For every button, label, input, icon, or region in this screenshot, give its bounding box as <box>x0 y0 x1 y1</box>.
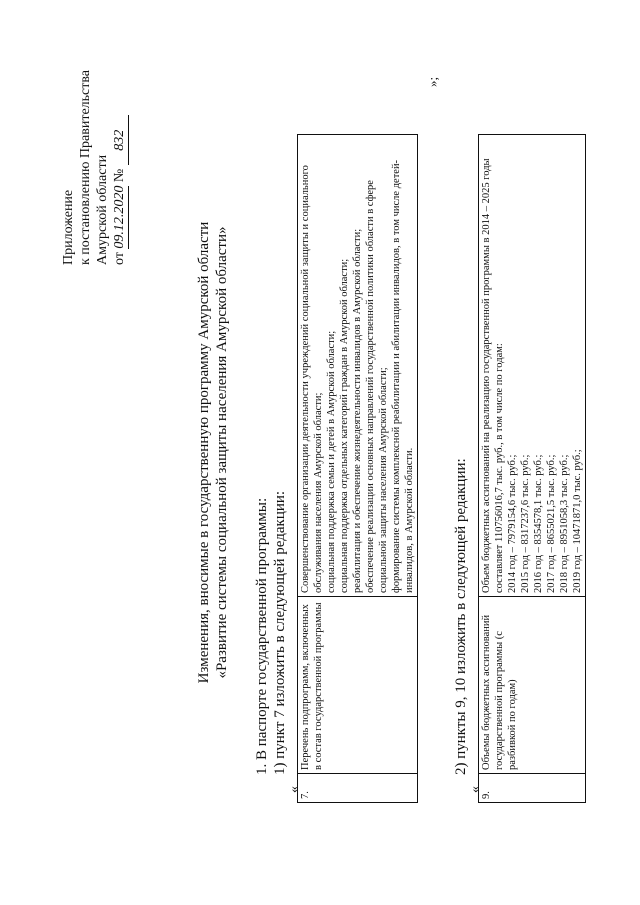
content-line: Объем бюджетных ассигнований на реализацию государственной программы в 2014 – 2025 годы составляет 110756016,7 тыс. руб., в том числе по годам: <box>481 158 505 593</box>
content-line: Совершенствование организации деятельности учреждений социальной защиты и социального обслуживания населения Амурской области; <box>300 165 324 593</box>
passport-table-7 <box>297 134 418 803</box>
passport-table-9 <box>478 134 586 803</box>
item-1: 1. В паспорте государственной программы: <box>254 497 270 775</box>
close-quote: »; <box>425 76 440 87</box>
content-line: 2016 год – 8354578,1 тыс. руб.; <box>533 454 544 593</box>
table-row <box>479 135 586 803</box>
content-line: 2017 год – 8655021,5 тыс. руб.; <box>546 454 557 593</box>
number-prefix: № <box>112 168 127 183</box>
document-title <box>195 0 231 905</box>
from-prefix: от <box>112 252 127 265</box>
content-line: 2018 год – 8951058,3 тыс. руб.; <box>559 454 570 593</box>
row-label: Объемы бюджетных ассигнований государственной программы (с разбивкой по годам) <box>479 597 586 774</box>
table-row <box>298 135 418 803</box>
row-content <box>298 135 418 597</box>
row-number: 9. <box>479 774 586 803</box>
appendix-resolution: к постановлению Правительства <box>78 69 93 265</box>
content-line: реабилитация и обеспечение жизнедеятельности инвалидов в Амурской области; <box>352 228 363 593</box>
row-number: 7. <box>298 774 418 803</box>
open-quote-2: « <box>468 786 483 793</box>
sub-item-1: 1) пункт 7 изложить в следующей редакции: <box>272 490 288 775</box>
appendix-region: Амурской области <box>95 154 110 265</box>
row-label: Перечень подпрограмм, включенных в состав государственной программы <box>298 597 418 774</box>
title-line-1: Изменения, вносимые в государственную программу Амурской области <box>196 221 212 684</box>
title-line-2: «Развитие системы социальной защиты населения Амурской области» <box>214 226 230 679</box>
content-line: 2014 год – 7979154,6 тыс. руб.; <box>507 454 518 593</box>
content-line: обеспечение реализации основных направлений государственной политики области в сфере социальной защиты населения Амурской области; <box>365 180 389 593</box>
appendix-date-line <box>111 5 129 265</box>
content-line: социальная поддержка отдельных категорий граждан в Амурской области; <box>339 258 350 593</box>
content-line: 2015 год – 8317237,6 тыс. руб.; <box>520 454 531 593</box>
resolution-date: 09.12.2020 <box>112 185 127 249</box>
appendix-block <box>60 5 129 265</box>
content-line: формирование системы комплексной реабилитации и абилитации инвалидов, в том числе детей-инвалидов, в Амурской области. <box>391 159 415 593</box>
content-line: социальная поддержка семьи и детей в Амурской области; <box>326 330 337 593</box>
resolution-number: 832 <box>111 115 129 165</box>
sub-item-2: 2) пункты 9, 10 изложить в следующей редакции: <box>453 458 469 775</box>
content-line: 2019 год – 10471871,0 тыс. руб.; <box>572 449 583 593</box>
open-quote-1: « <box>287 786 302 793</box>
appendix-title: Приложение <box>61 189 76 265</box>
row-content <box>479 135 586 597</box>
